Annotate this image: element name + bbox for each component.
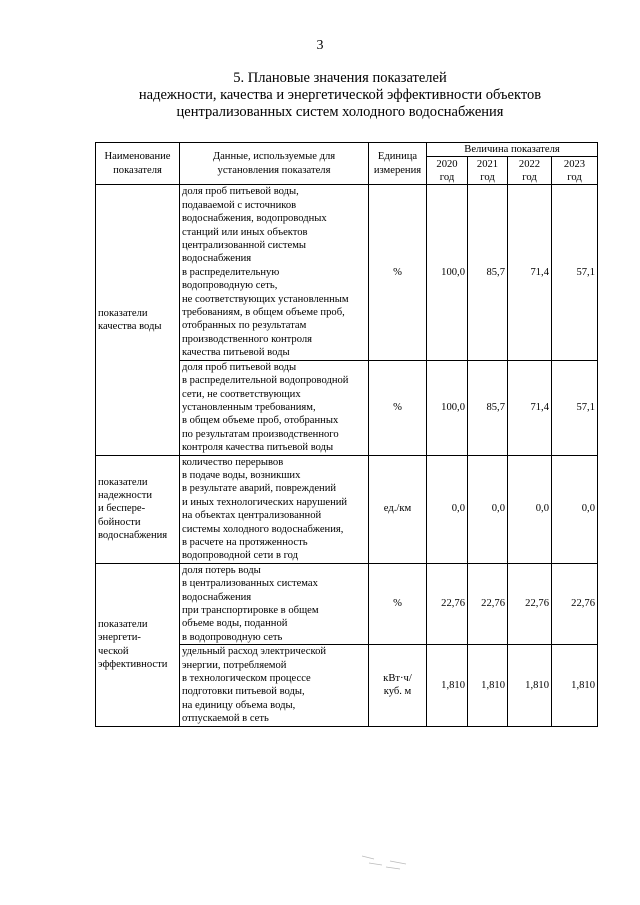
indicator-name: показатели качества воды	[96, 185, 180, 455]
indicator-value: 100,0	[427, 185, 468, 360]
document-title	[80, 70, 600, 121]
header-year: 2020 год	[427, 157, 468, 185]
title-line: централизованных систем холодного водоснабжения	[176, 104, 504, 120]
indicator-value: 22,76	[427, 563, 468, 644]
header-indicator-name: Наименование показателя	[96, 143, 180, 185]
indicator-source-data: доля потерь воды в централизованных системах водоснабжения при транспортировке в общем объеме воды, поданной в водопроводную сеть	[180, 563, 369, 644]
header-year: 2022 год	[508, 157, 552, 185]
unit-of-measure: кВт·ч/ куб. м	[369, 645, 427, 726]
indicator-value: 57,1	[552, 185, 598, 360]
indicator-source-data: удельный расход электрической энергии, потребляемой в технологическом процессе подготовки питьевой воды, на единицу объема воды, отпускаемой в сеть	[180, 645, 369, 726]
indicator-value: 0,0	[427, 455, 468, 563]
header-year: 2023 год	[552, 157, 598, 185]
indicator-source-data: количество перерывов в подаче воды, возникших в результате аварий, повреждений и иных технологических нарушений на объектах централизованной системы холодного водоснабжения, в расчете на протяженность водопроводной сети в год	[180, 455, 369, 563]
unit-of-measure: %	[369, 360, 427, 455]
indicator-value: 1,810	[552, 645, 598, 726]
indicator-source-data: доля проб питьевой воды, подаваемой с источников водоснабжения, водопроводных станций или иных объектов централизованной системы водоснабжения в распределительную водопроводную сеть, не соответствующих установленным требованиям, в общем объеме проб, отобранных по результатам производственного контроля качества питьевой воды	[180, 185, 369, 360]
indicator-value: 100,0	[427, 360, 468, 455]
indicator-value: 0,0	[468, 455, 508, 563]
indicator-value: 85,7	[468, 360, 508, 455]
indicator-value: 1,810	[468, 645, 508, 726]
indicator-value: 85,7	[468, 185, 508, 360]
header-source-data: Данные, используемые для установления показателя	[180, 143, 369, 185]
indicator-value: 0,0	[508, 455, 552, 563]
indicator-value: 0,0	[552, 455, 598, 563]
unit-of-measure: %	[369, 185, 427, 360]
faint-mark	[360, 850, 416, 872]
page-number: 3	[316, 38, 324, 53]
indicator-source-data: доля проб питьевой воды в распределительной водопроводной сети, не соответствующих установленным требованиям, в общем объеме проб, отобранных по результатам производственного контроля качества питьевой воды	[180, 360, 369, 455]
table-row	[96, 563, 598, 644]
indicators-table	[95, 142, 598, 727]
indicator-value: 71,4	[508, 360, 552, 455]
indicator-name: показатели надежности и беспере- бойности водоснабжения	[96, 455, 180, 563]
indicator-name: показатели энергети- ческой эффективности	[96, 563, 180, 726]
unit-of-measure: ед./км	[369, 455, 427, 563]
indicator-value: 22,76	[468, 563, 508, 644]
title-line: 5. Плановые значения показателей	[233, 70, 447, 86]
header-value-group: Величина показателя	[427, 143, 598, 157]
indicator-value: 1,810	[508, 645, 552, 726]
indicator-value: 57,1	[552, 360, 598, 455]
indicator-value: 22,76	[552, 563, 598, 644]
unit-of-measure: %	[369, 563, 427, 644]
indicator-value: 71,4	[508, 185, 552, 360]
indicator-value: 22,76	[508, 563, 552, 644]
indicator-value: 1,810	[427, 645, 468, 726]
table-row	[96, 185, 598, 360]
header-year: 2021 год	[468, 157, 508, 185]
header-unit: Единица измерения	[369, 143, 427, 185]
table-row	[96, 455, 598, 563]
title-line: надежности, качества и энергетической эффективности объектов	[138, 87, 542, 103]
